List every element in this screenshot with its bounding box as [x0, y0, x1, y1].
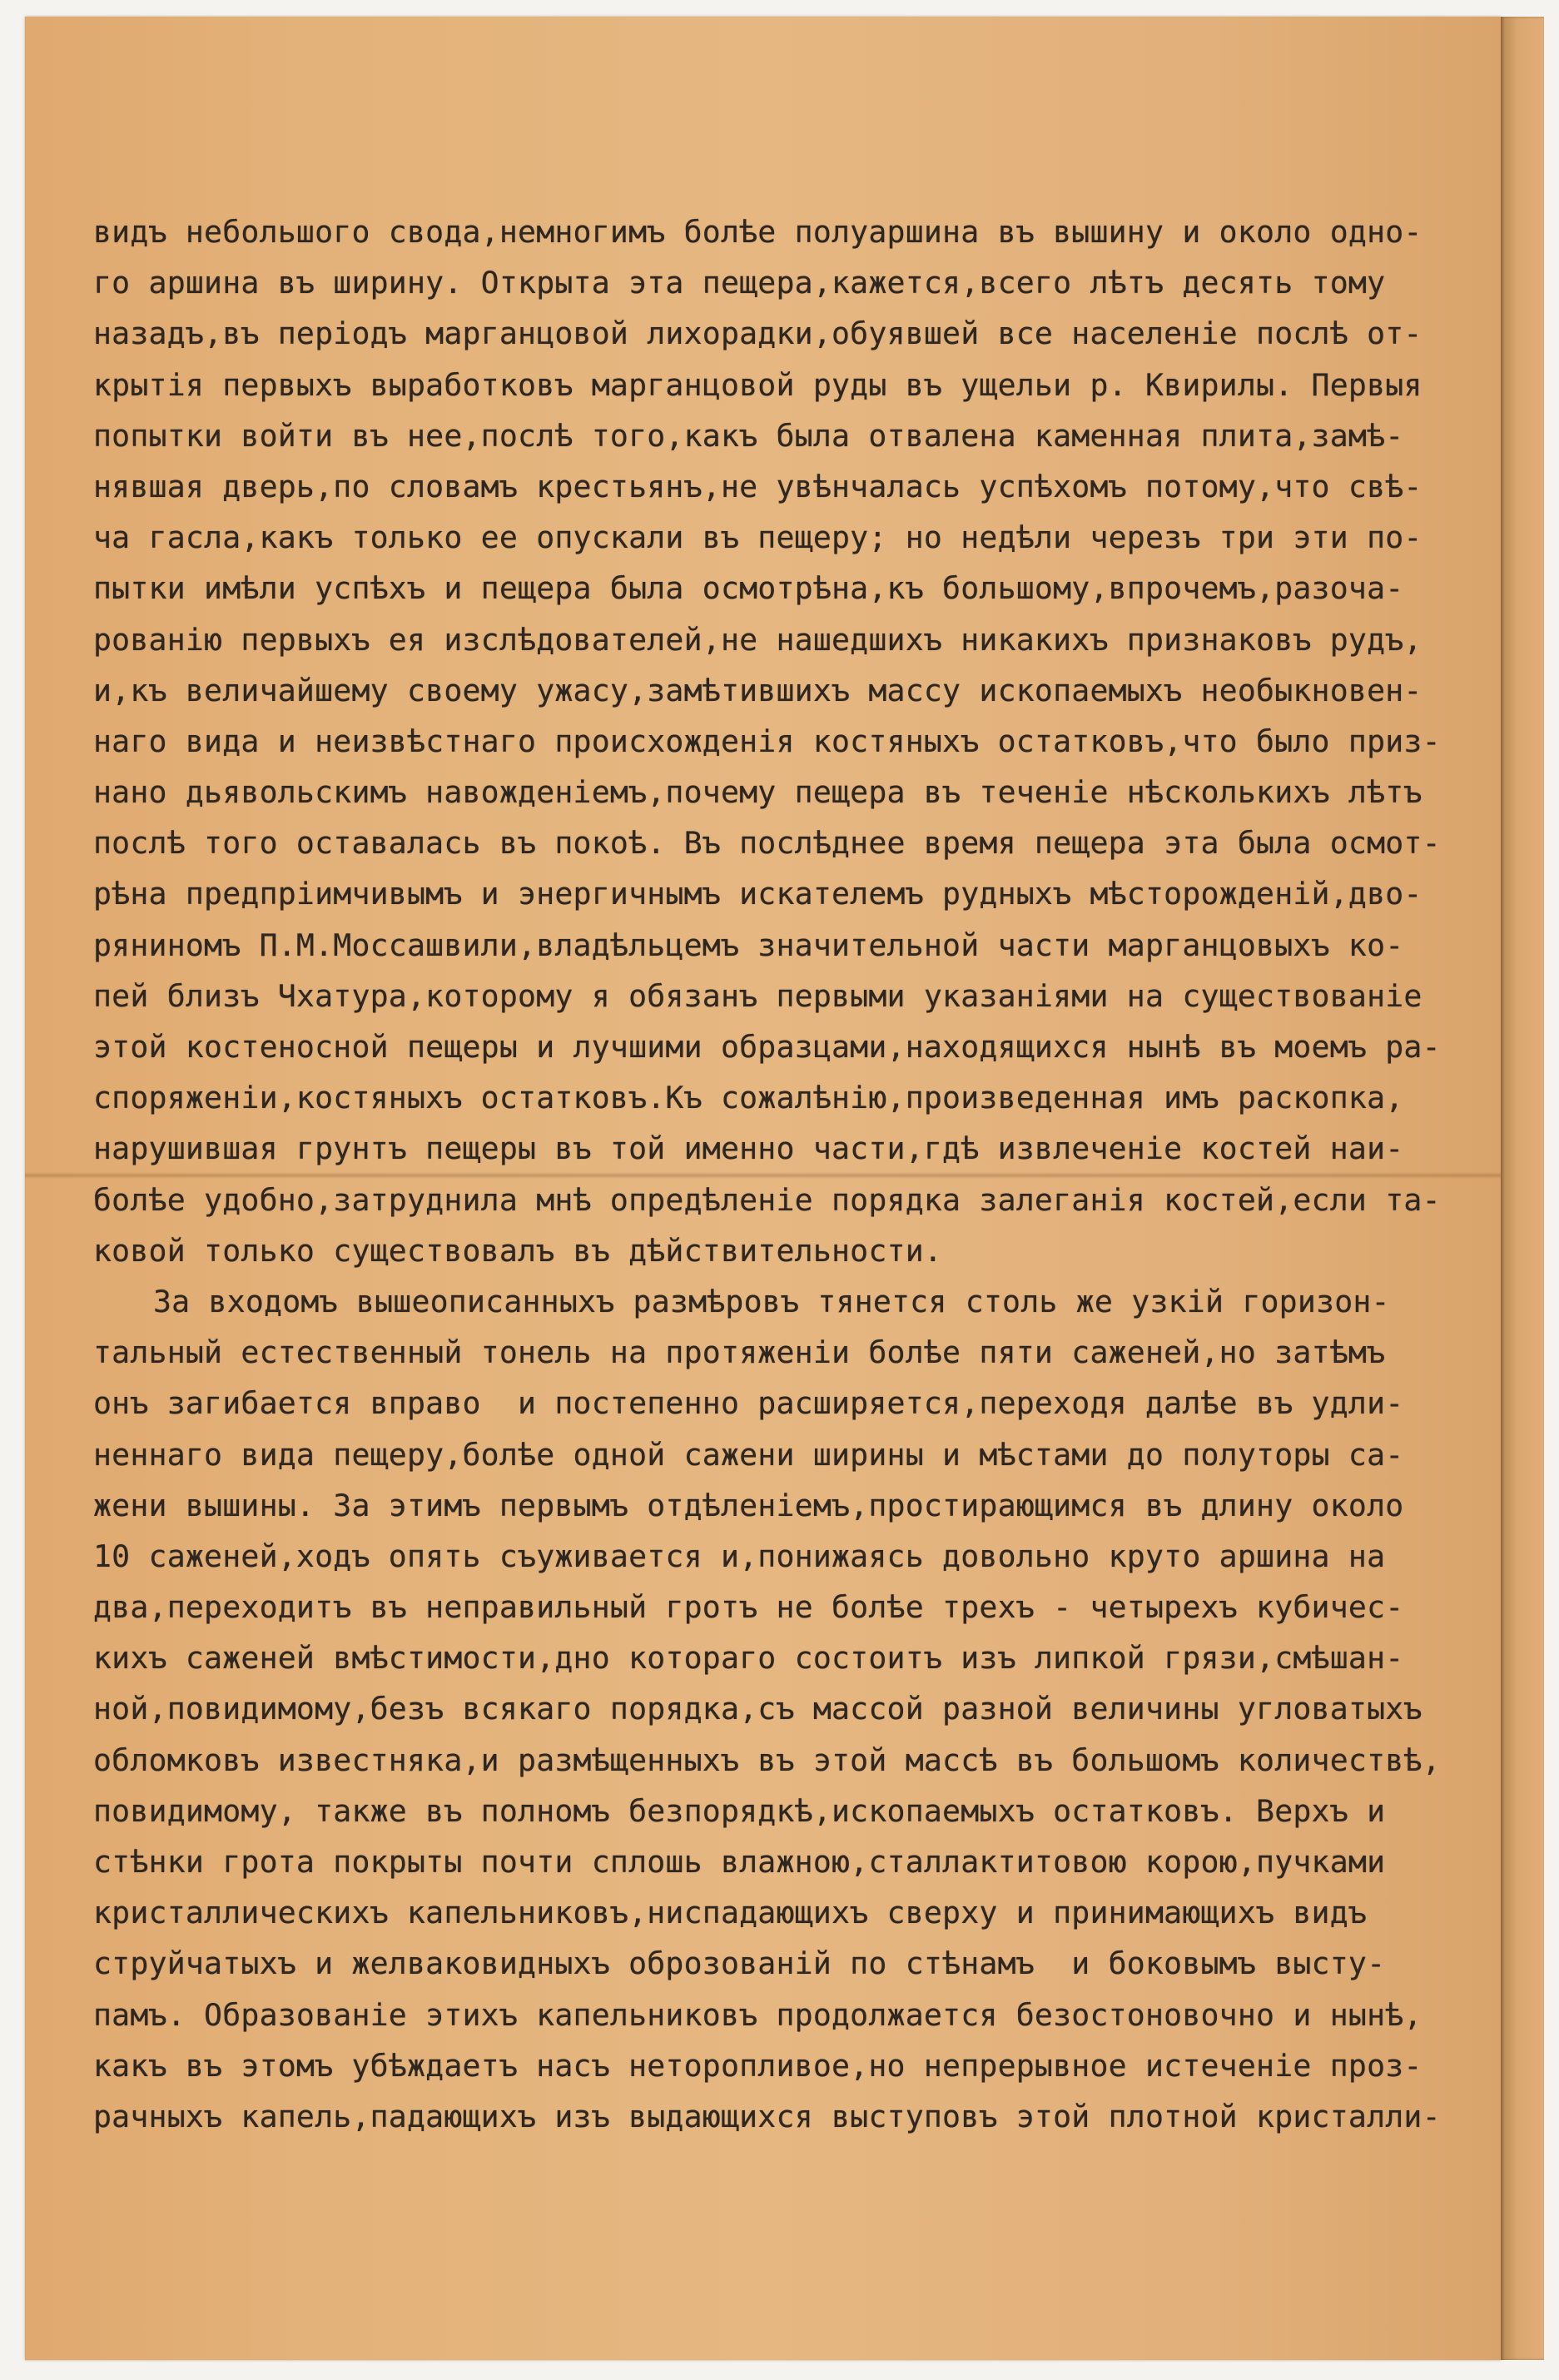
text-line: ковой только существовалъ въ дѣйствительности. [93, 1232, 943, 1269]
text-line: жени вышины. За этимъ первымъ отдѣленіемъ,простирающимся въ длину около [93, 1487, 1404, 1523]
text-line: кристаллическихъ капельниковъ,ниспадающихъ сверху и принимающихъ видъ [93, 1895, 1368, 1931]
text-line: неннаго вида пещеру,болѣе одной сажени ширины и мѣстами до полуторы са- [93, 1436, 1404, 1473]
text-line: наго вида и неизвѣстнаго происхожденія костяныхъ остатковъ,что было приз- [93, 723, 1441, 759]
page-text [93, 206, 1475, 2142]
text-line: 10 саженей,ходъ опять съуживается и,понижаясь довольно круто аршина на [93, 1538, 1386, 1574]
text-line: попытки войти въ нее,послѣ того,какъ была отвалена каменная плита,замѣ- [93, 417, 1404, 454]
text-line: послѣ того оставалась въ покоѣ. Въ послѣднее время пещера эта была осмот- [93, 825, 1441, 862]
text-line: кихъ саженей вмѣстимости,дно котораго состоитъ изъ липкой грязи,смѣшан- [93, 1640, 1404, 1677]
text-line: рованію первыхъ ея изслѣдователей,не нашедшихъ никакихъ признаковъ рудъ, [93, 621, 1422, 658]
text-line: стѣнки грота покрыты почти сплошь влажною,сталлактитовою корою,пучками [93, 1844, 1386, 1880]
text-line: онъ загибается вправо и постепенно расширяется,переходя далѣе въ удли- [93, 1385, 1404, 1422]
text-line: ной,повидимому,безъ всякаго порядка,съ массой разной величины угловатыхъ [93, 1691, 1422, 1727]
text-line: нявшая дверь,по словамъ крестьянъ,не увѣнчалась успѣхомъ потому,что свѣ- [93, 468, 1422, 504]
text-line: рѣна предпріимчивымъ и энергичнымъ искателемъ рудныхъ мѣсторожденій,дво- [93, 876, 1422, 912]
text-line: нарушившая грунтъ пещеры въ той именно части,гдѣ извлеченіе костей наи- [93, 1130, 1404, 1167]
text-line: тальный естественный тонель на протяженіи болѣе пяти саженей,но затѣмъ [93, 1334, 1386, 1371]
adjacent-page-edge [1501, 17, 1544, 2360]
text-line: споряженіи,костяныхъ остатковъ.Къ сожалѣнію,произведенная имъ раскопка, [93, 1080, 1404, 1116]
text-line: этой костеносной пещеры и лучшими образцами,находящихся нынѣ въ моемъ ра- [93, 1029, 1441, 1065]
text-line: ряниномъ П.М.Моссашвили,владѣльцемъ значительной части марганцовыхъ ко- [93, 927, 1404, 963]
text-line: пытки имѣли успѣхъ и пещера была осмотрѣна,къ большому,впрочемъ,разоча- [93, 570, 1404, 607]
paragraph-start-line: За входомъ вышеописанныхъ размѣровъ тянется столь же узкій горизон- [153, 1283, 1390, 1319]
text-line: крытія первыхъ выработковъ марганцовой руды въ ущельи р. Квирилы. Первыя [93, 366, 1422, 403]
text-line: го аршина въ ширину. Открыта эта пещера,кажется,всего лѣтъ десять тому [93, 265, 1386, 301]
text-line: и,къ величайшему своему ужасу,замѣтившихъ массу ископаемыхъ необыкновен- [93, 672, 1422, 708]
text-line: повидимому, также въ полномъ безпорядкѣ,ископаемыхъ остатковъ. Верхъ и [93, 1792, 1386, 1829]
text-line: памъ. Образованіе этихъ капельниковъ продолжается безостоновочно и нынѣ, [93, 1996, 1422, 2033]
text-line: обломковъ известняка,и размѣщенныхъ въ этой массѣ въ большомъ количествѣ, [93, 1742, 1441, 1778]
text-line: болѣе удобно,затруднила мнѣ опредѣленіе порядка залеганія костей,если та- [93, 1181, 1441, 1218]
typewritten-page [25, 17, 1501, 2360]
text-line: ча гасла,какъ только ее опускали въ пещеру; но недѣли черезъ три эти по- [93, 519, 1422, 556]
text-line: назадъ,въ періодъ марганцовой лихорадки,обуявшей все населеніе послѣ от- [93, 316, 1422, 352]
text-line: какъ въ этомъ убѣждаетъ насъ неторопливое,но непрерывное истеченіе проз- [93, 2047, 1422, 2084]
text-line: струйчатыхъ и желваковидныхъ оброзованій по стѣнамъ и боковымъ высту- [93, 1945, 1386, 1982]
text-line: два,переходитъ въ неправильный гротъ не болѣе трехъ - четырехъ кубичес- [93, 1589, 1404, 1626]
text-line: нано дьявольскимъ навожденіемъ,почему пещера въ теченіе нѣсколькихъ лѣтъ [93, 774, 1422, 811]
text-line: пей близъ Чхатура,которому я обязанъ первыми указаніями на существованіе [93, 977, 1422, 1014]
text-line: рачныхъ капель,падающихъ изъ выдающихся выступовъ этой плотной кристалли- [93, 2098, 1441, 2134]
text-line: видъ небольшого свода,немногимъ болѣе полуаршина въ вышину и около одно- [93, 214, 1422, 250]
